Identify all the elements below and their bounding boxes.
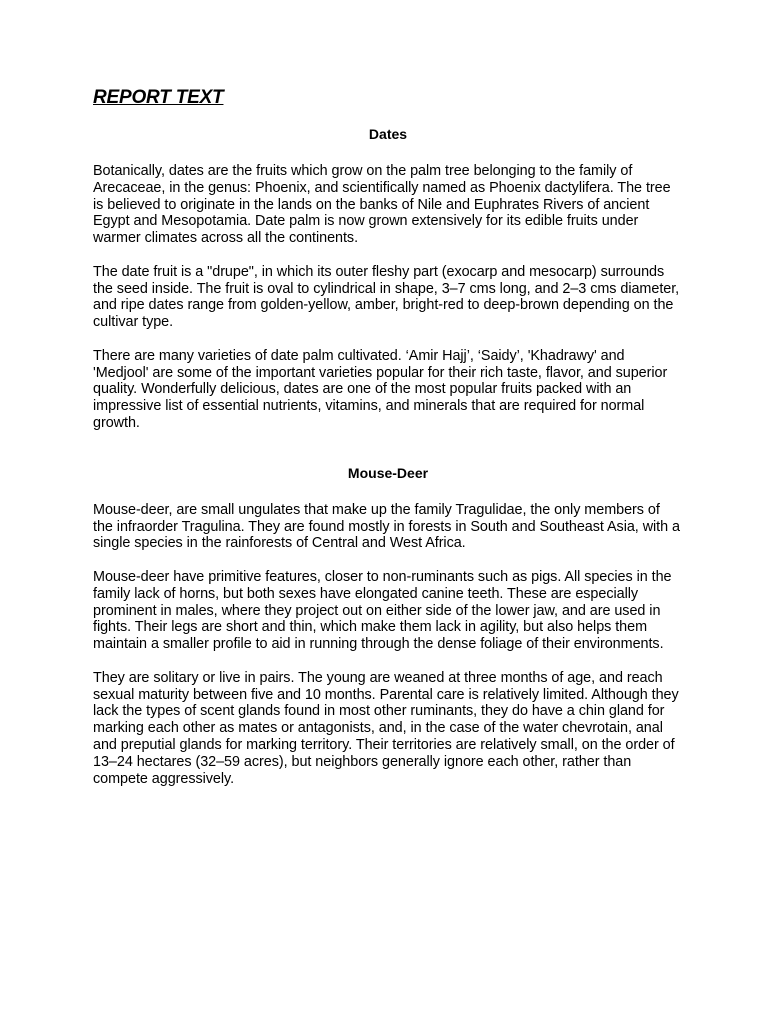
dates-paragraph-2: The date fruit is a "drupe", in which its outer fleshy part (exocarp and mesocarp) surrounds the seed inside. The fruit is oval to cylindrical in shape, 3–7 cms long, and 2–3 cms diameter, and ripe dates range from golden-yellow, amber, bright-red to deep-brown depending on the cultivar type. <box>93 263 680 331</box>
document-title: REPORT TEXT <box>93 87 224 108</box>
section-mouse-deer <box>93 465 683 788</box>
section-dates <box>93 126 683 432</box>
mouse-deer-paragraph-1: Mouse-deer, are small ungulates that make up the family Tragulidae, the only members of the infraorder Tragulina. They are found mostly in forests in South and Southeast Asia, with a single species in the rainforests of Central and West Africa. <box>93 501 680 552</box>
section-heading-dates: Dates <box>368 126 408 142</box>
dates-paragraph-3: There are many varieties of date palm cultivated. ‘Amir Hajj’, ‘Saidy’, 'Khadrawy' and 'Medjool' are some of the important varieties popular for their rich taste, flavor, and superior quality. Wonderfully delicious, dates are one of the most popular fruits packed with an impressive list of essential nutrients, vitamins, and minerals that are required for normal growth. <box>93 347 668 431</box>
document-page <box>93 84 683 804</box>
mouse-deer-paragraph-2: Mouse-deer have primitive features, closer to non-ruminants such as pigs. All species in the family lack of horns, but both sexes have elongated canine teeth. These are especially prominent in males, where they project out on either side of the lower jaw, and are used in fights. Their legs are short and thin, which make them lack in agility, but also helps them maintain a smaller profile to aid in running through the dense foliage of their environments. <box>93 568 672 653</box>
dates-paragraph-1: Botanically, dates are the fruits which grow on the palm tree belonging to the family of Arecaceae, in the genus: Phoenix, and scientifically named as Phoenix dactylifera. The tree is believed to originate in the lands on the banks of Nile and Euphrates Rivers of ancient Egypt and Mesopotamia. Date palm is now grown extensively for its edible fruits under warmer climates across all the continents. <box>93 163 671 247</box>
section-heading-mouse-deer: Mouse-Deer <box>347 464 429 481</box>
mouse-deer-paragraph-3: They are solitary or live in pairs. The young are weaned at three months of age, and reach sexual maturity between five and 10 months. Parental care is relatively limited. Although they lack the types of scent glands found in most other ruminants, they do have a chin gland for marking each other as mates or antagonists, and, in the case of the water chevrotain, anal and preputial glands for marking territory. Their territories are relatively small, on the order of 13–24 hectares (32–59 acres), but neighbors generally ignore each other, rather than compete aggressively. <box>93 669 679 787</box>
